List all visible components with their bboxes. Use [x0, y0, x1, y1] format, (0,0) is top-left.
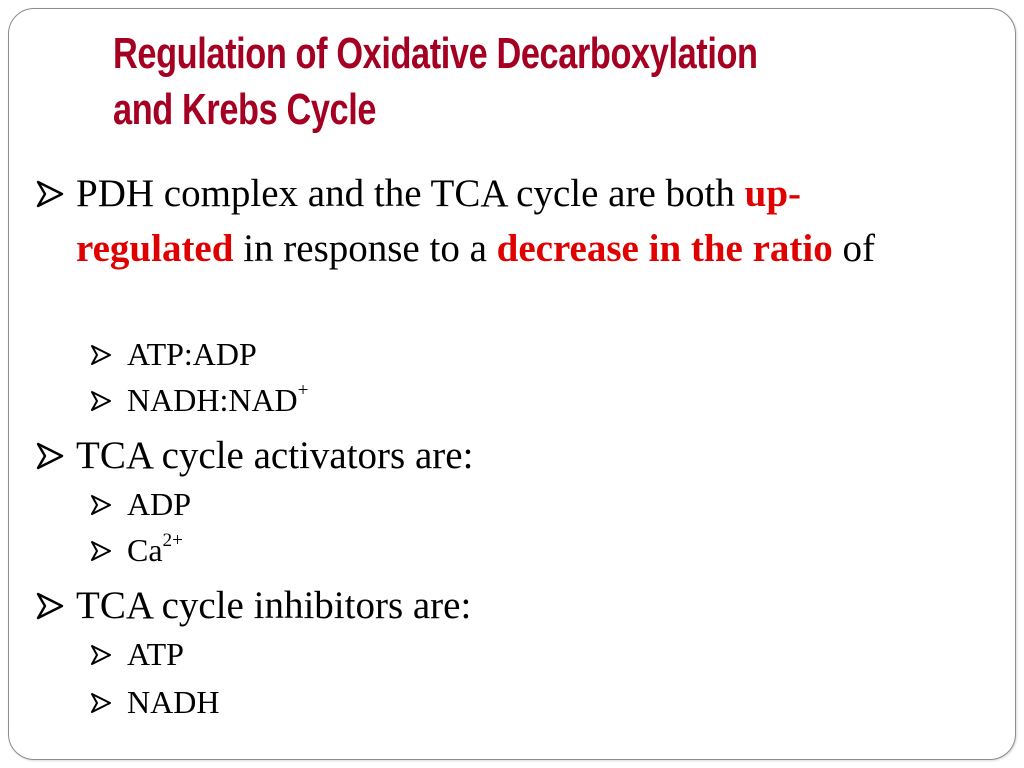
sub-bullet-nadh [90, 680, 219, 724]
sub-bullet-base: NADH:NAD [127, 382, 298, 418]
arrowhead-bullet-icon [36, 180, 64, 208]
sub-bullet-text: ATP [127, 636, 184, 672]
bullet-tca-activators [36, 428, 936, 483]
bullet-tca-activators-text: TCA cycle activators are: [76, 434, 474, 477]
sub-bullet-adp [90, 482, 191, 526]
arrowhead-bullet-icon [90, 540, 112, 562]
bullet-text-plain: PDH complex and the TCA cycle are both [76, 172, 745, 215]
arrowhead-bullet-icon [90, 644, 112, 666]
slide-title [113, 26, 979, 138]
sub-bullet-nadh-nad [90, 378, 308, 422]
sub-bullet-text [127, 528, 183, 572]
sub-bullet-text: ADP [127, 486, 192, 522]
bullet-tca-inhibitors [36, 578, 936, 633]
arrowhead-bullet-icon [90, 344, 112, 366]
sub-bullet-calcium [90, 528, 183, 572]
arrowhead-bullet-icon [90, 692, 112, 714]
highlight-decrease-ratio: decrease in the ratio [496, 227, 833, 270]
bullet-text-plain: of [832, 227, 875, 270]
sub-bullet-atp [90, 632, 184, 676]
sub-bullet-atp-adp [90, 332, 257, 376]
sub-bullet-text: NADH [127, 684, 220, 720]
superscript-charge: 2+ [162, 530, 183, 552]
slide-title-line-1: Regulation of Oxidative Decarboxylation [113, 29, 758, 78]
bullet-pdh-regulation-text [76, 166, 936, 276]
bullet-tca-inhibitors-text: TCA cycle inhibitors are: [76, 584, 472, 627]
highlight-up-regulated: up-regulated [76, 172, 801, 270]
arrowhead-bullet-icon [90, 494, 112, 516]
slide-title-line-2: and Krebs Cycle [113, 85, 377, 134]
sub-bullet-base: Ca [127, 532, 163, 568]
arrowhead-bullet-icon [90, 390, 112, 412]
sub-bullet-text: ATP:ADP [127, 336, 257, 372]
superscript-charge: + [297, 380, 309, 402]
arrowhead-bullet-icon [36, 442, 64, 470]
bullet-text-plain: in response to a [233, 227, 497, 270]
bullet-pdh-regulation [36, 166, 936, 276]
arrowhead-bullet-icon [36, 592, 64, 620]
sub-bullet-text [127, 378, 308, 422]
